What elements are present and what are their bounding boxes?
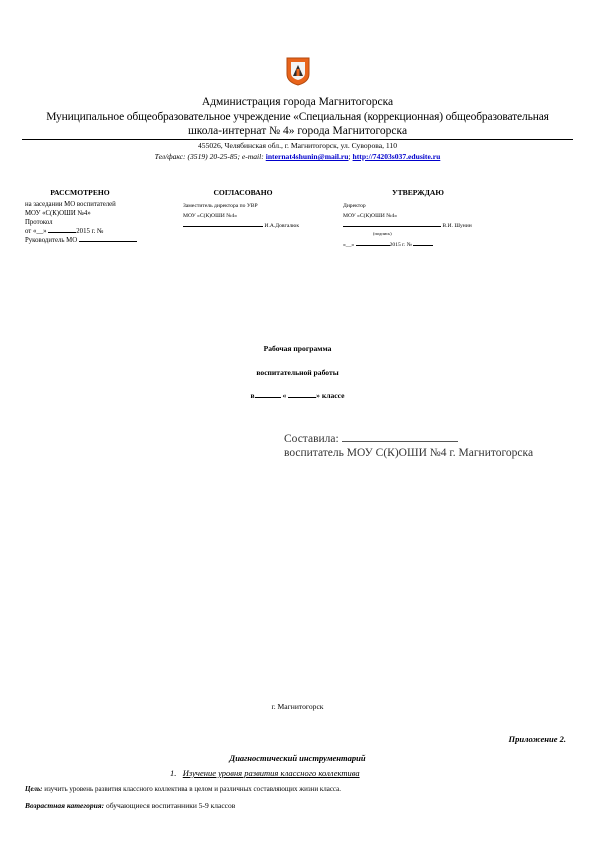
class-quote-open: « [280,391,289,400]
compiled-by-line [284,432,574,446]
class-letter-blank [288,397,316,398]
program-title-line1: Рабочая программа [263,344,332,353]
class-suffix: » классе [316,391,345,400]
agreed-block [183,188,333,230]
considered-date-blank [48,232,76,233]
considered-date-prefix: от «__» [25,228,49,235]
magnitogorsk-coat-of-arms-icon [285,56,311,86]
class-prefix: в [250,391,255,400]
compiled-by-blank [342,441,458,442]
appendix-label: Приложение 2. [508,734,566,744]
approved-signature-note: (подпись) [373,231,392,236]
agreed-signer: И.А.Довгалюк [263,223,300,229]
approved-date-blank [356,245,390,246]
considered-date-suffix: 2015 г. № [76,228,104,235]
item-number: 1. [170,768,177,778]
program-title-line2: воспитательной работы [256,368,339,377]
approved-block [343,188,543,249]
org-address: 455026, Челябинская обл., г. Магнитогорск, ул. Суворова, 110 [197,141,398,150]
header-divider [22,139,573,140]
considered-line2: МОУ «С(К)ОШИ №4» [25,210,91,217]
considered-line4 [25,227,175,236]
agreed-line2: МОУ «С(К)ОШИ №4» [183,213,238,219]
approved-line4 [343,241,543,249]
contacts-prefix: Тел/факс: (3519) 20-25-85; e-mail: [154,152,266,161]
appendix-heading: Диагностический инструментарий [229,753,366,763]
compiled-by-block [284,432,574,460]
age-line [25,801,235,811]
city-name: г. Магнитогорск [271,702,324,711]
org-name-line1: Администрация города Магнитогорска [201,96,394,108]
age-text: обучающиеся воспитанники 5-9 классов [104,801,236,810]
approved-date-prefix: «__» [343,242,356,248]
appendix-item-1 [170,768,360,778]
considered-title: РАССМОТРЕНО [50,188,110,197]
age-label: Возрастная категория: [25,801,105,810]
agreed-line1: Заместитель директора по УВР [183,203,258,209]
coat-of-arms-logo [285,56,311,86]
considered-head-signature-blank [79,241,137,242]
considered-line5 [25,236,175,245]
considered-head-label: Руководитель МО [25,237,79,244]
approved-signature-blank [343,226,441,227]
agreed-line3 [183,222,333,230]
agreed-title: СОГЛАСОВАНО [213,188,273,197]
approved-signer: В.И. Шунин [441,223,472,229]
approved-line2: МОУ «С(К)ОШИ №4» [343,213,398,219]
class-number-blank [255,397,281,398]
approved-line3 [343,222,543,230]
approved-title: УТВЕРЖДАЮ [392,188,444,197]
website-link[interactable]: http://74203s037.edusite.ru [352,152,441,161]
item-title: Изучение уровня развития классного коллектива [182,768,360,778]
email-link[interactable]: internat4shunin@mail.ru [265,152,349,161]
contacts-separator: ; [348,152,353,161]
org-name-line2: Муниципальное общеобразовательное учреждение «Специальная (коррекционная) общеобразовательная [46,111,549,123]
approved-number-blank [413,245,433,246]
approved-date-suffix: 2015 г. № [389,242,414,248]
agreed-signature-blank [183,226,263,227]
goal-line [25,784,341,794]
considered-line1: на заседании МО воспитателей [25,201,116,208]
considered-line3: Протокол [25,219,53,226]
compiled-by-label: Составила: [284,433,342,445]
considered-block [25,188,175,245]
goal-text: изучить уровень развития классного коллектива в целом и различных составляющих жизни класса. [42,785,341,793]
org-name-line3: школа-интернат № 4» города Магнитогорска [187,125,408,137]
program-class-line [0,391,595,401]
approved-line1: Директор [343,203,366,209]
org-contacts [0,152,595,162]
goal-label: Цель: [25,785,43,793]
compiled-by-author: воспитатель МОУ С(К)ОШИ №4 г. Магнитогорска [284,447,534,459]
